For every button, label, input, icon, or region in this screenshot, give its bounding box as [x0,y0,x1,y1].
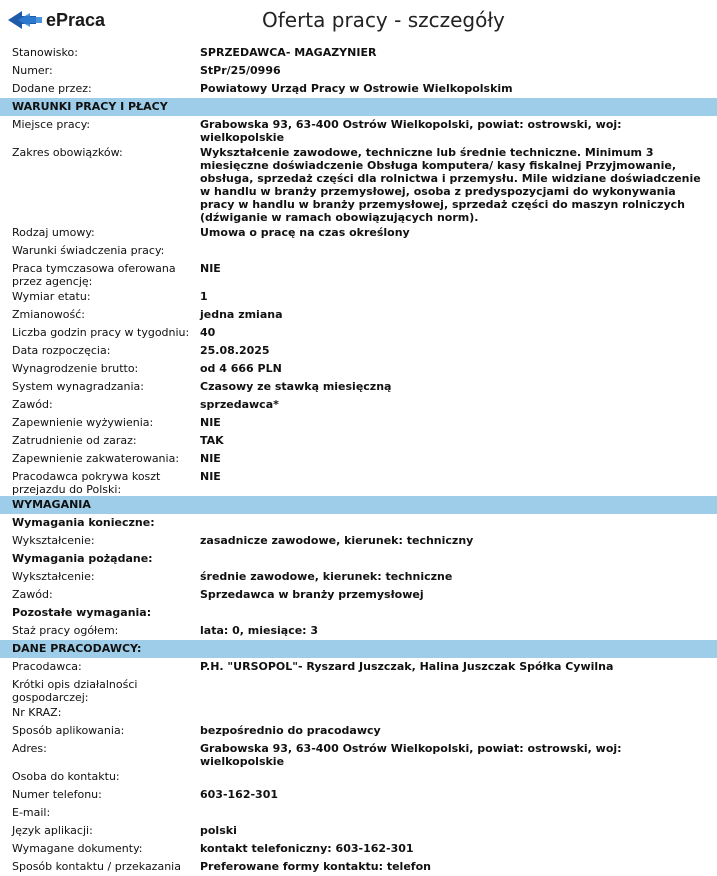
detail-label: E-mail: [12,806,51,819]
detail-row [0,704,717,722]
detail-row [0,116,717,144]
detail-value: NIE [200,416,221,429]
detail-row [0,324,717,342]
detail-label: Praca tymczasowa oferowana przez agencję: [12,262,176,288]
detail-row [0,342,717,360]
detail-value: 40 [200,326,216,339]
detail-label: Liczba godzin pracy w tygodniu: [12,326,190,339]
detail-label: Numer: [12,64,53,77]
detail-label: Nr KRAZ: [12,706,62,719]
detail-value: StPr/25/0996 [200,64,281,77]
wymagania-konieczne-title: Wymagania konieczne: [12,516,155,529]
detail-label: Data rozpoczęcia: [12,344,111,357]
detail-row [0,658,717,676]
detail-row [0,822,717,840]
detail-row [0,622,717,640]
detail-label: Zapewnienie wyżywienia: [12,416,154,429]
detail-value: polski [200,824,237,837]
detail-label: Wynagrodzenie brutto: [12,362,139,375]
detail-label: Staż pracy ogółem: [12,624,119,637]
detail-label: Wykształcenie: [12,570,95,583]
detail-value: SPRZEDAWCA- MAGAZYNIER [200,46,377,59]
detail-label: Zatrudnienie od zaraz: [12,434,137,447]
section-warunki: WARUNKI PRACY I PŁACY [0,98,717,116]
logo-text: ePraca [46,9,106,30]
detail-row [0,676,717,704]
detail-label: Stanowisko: [12,46,78,59]
detail-row [0,396,717,414]
detail-label: Numer telefonu: [12,788,102,801]
detail-row [0,740,717,768]
detail-row [0,768,717,786]
detail-value: Powiatowy Urząd Pracy w Ostrowie Wielkopolskim [200,82,513,95]
detail-value: od 4 666 PLN [200,362,282,375]
detail-value: 25.08.2025 [200,344,270,357]
warunki-list [0,116,717,496]
epraca-logo [6,9,105,31]
detail-value [200,242,705,260]
detail-row [0,414,717,432]
detail-row [0,568,717,586]
detail-value: P.H. "URSOPOL"- Ryszard Juszczak, Halina Juszczak Spółka Cywilna [200,660,614,673]
detail-label: Pracodawca pokrywa koszt przejazdu do Polski: [12,470,161,496]
detail-value: 603-162-301 [200,788,279,801]
detail-value [200,676,705,704]
detail-row [0,242,717,260]
detail-value: lata: 0, miesiące: 3 [200,624,319,637]
detail-value [200,704,705,722]
detail-label: Zakres obowiązków: [12,146,123,159]
detail-row [0,224,717,242]
detail-value: NIE [200,452,221,465]
detail-label: Dodane przez: [12,82,92,95]
top-info [0,44,717,98]
detail-label: System wynagradzania: [12,380,144,393]
detail-label: Sposób aplikowania: [12,724,125,737]
detail-value: sprzedawca* [200,398,279,411]
detail-label: Język aplikacji: [12,824,93,837]
wymagania-pozadane-list [0,568,717,604]
detail-row [0,450,717,468]
detail-row [0,804,717,822]
detail-row [0,858,717,876]
detail-row [0,260,717,288]
detail-row [0,144,717,224]
section-wymagania: WYMAGANIA [0,496,717,514]
detail-row [0,378,717,396]
detail-value [200,768,705,786]
detail-value: Preferowane formy kontaktu: telefon [200,860,431,873]
detail-value: jedna zmiana [200,308,283,321]
detail-row [0,432,717,450]
detail-label: Pracodawca: [12,660,82,673]
detail-value: zasadnicze zawodowe, kierunek: techniczny [200,534,474,547]
wymagania-konieczne-list [0,532,717,550]
detail-label: Zmianowość: [12,308,85,321]
detail-value [200,804,705,822]
detail-row [0,722,717,740]
detail-value: bezpośrednio do pracodawcy [200,724,381,737]
wymagania-pozadane-title: Wymagania pożądane: [12,552,153,565]
detail-label: Adres: [12,742,47,755]
detail-label: Rodzaj umowy: [12,226,95,239]
detail-label: Sposób kontaktu / przekazania [12,860,181,873]
page-header [0,0,717,40]
detail-row [0,586,717,604]
detail-label: Osoba do kontaktu: [12,770,120,783]
detail-value: Sprzedawca w branży przemysłowej [200,588,424,601]
detail-row [0,786,717,804]
detail-value: Grabowska 93, 63-400 Ostrów Wielkopolski, powiat: ostrowski, woj: wielkopolskie [200,742,622,768]
detail-row [0,288,717,306]
detail-label: Wykształcenie: [12,534,95,547]
detail-value: NIE [200,470,221,483]
detail-row [0,80,717,98]
detail-label: Zapewnienie zakwaterowania: [12,452,180,465]
detail-value: średnie zawodowe, kierunek: techniczne [200,570,453,583]
detail-value: Czasowy ze stawką miesięczną [200,380,392,393]
page-title: Oferta pracy - szczegóły [262,8,505,32]
detail-value: Grabowska 93, 63-400 Ostrów Wielkopolski, powiat: ostrowski, woj: wielkopolskie [200,118,622,144]
detail-value: NIE [200,262,221,275]
detail-row [0,306,717,324]
detail-value: TAK [200,434,224,447]
detail-row [0,468,717,496]
detail-label: Zawód: [12,398,53,411]
detail-row [0,360,717,378]
detail-label: Miejsce pracy: [12,118,91,131]
detail-row [0,840,717,858]
detail-value: 1 [200,290,208,303]
wymagania-pozostale-title: Pozostałe wymagania: [12,606,152,619]
detail-row [0,532,717,550]
detail-label: Warunki świadczenia pracy: [12,244,165,257]
detail-label: Wymagane dokumenty: [12,842,143,855]
detail-value: Wykształcenie zawodowe, techniczne lub średnie techniczne. Minimum 3 miesięczne doświadczenie Obsługa komputera/ kasy fiskalnej Przyjmowanie, obsługa, sprzedaż części dla rolnictwa i przemysłu. Mile widziane doświadczenie w handlu w branży przemysłowej, osoba z predyspozycjami do wykonywania pracy w handlu w branży przemysłowej, sprzedaż części do maszyn rolniczych (dźwiganie w ramach obowiązujących norm). [200,146,701,224]
wymagania-pozostale-list [0,622,717,640]
detail-value: kontakt telefoniczny: 603-162-301 [200,842,414,855]
pracodawca-list [0,658,717,876]
detail-label: Zawód: [12,588,53,601]
detail-row [0,44,717,62]
detail-label: Wymiar etatu: [12,290,91,303]
epraca-logo-icon [6,9,44,31]
section-pracodawca: DANE PRACODAWCY: [0,640,717,658]
offer-details [0,44,717,876]
detail-value: Umowa o pracę na czas określony [200,226,410,239]
detail-row [0,62,717,80]
detail-label: Krótki opis działalności gospodarczej: [12,678,138,704]
